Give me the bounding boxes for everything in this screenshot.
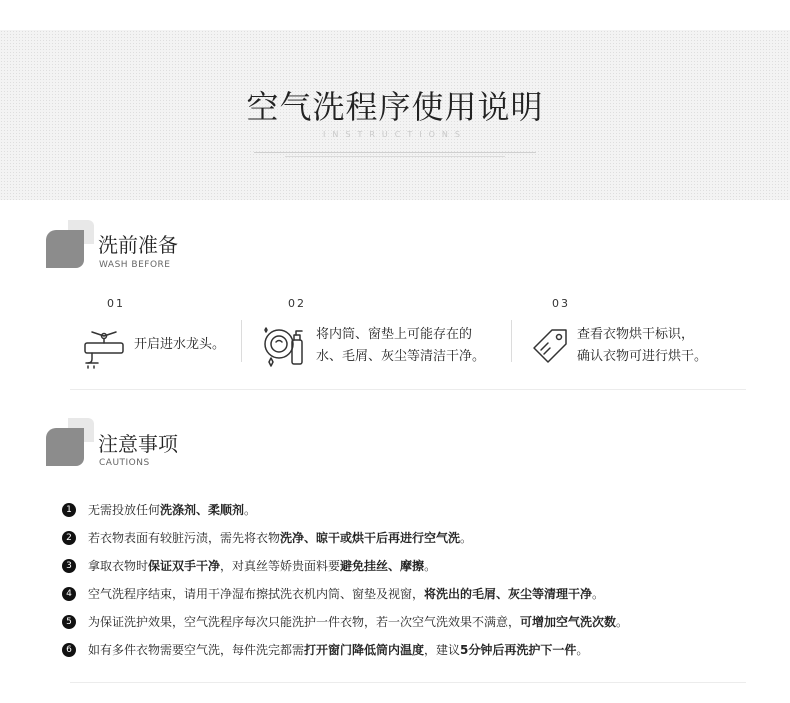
page-subtitle: INSTRUCTIONS: [323, 130, 467, 139]
caution-text: 。: [576, 643, 589, 657]
cleaning-spray-icon: [262, 322, 308, 370]
caution-emphasis: 避免挂丝、摩擦: [340, 559, 425, 573]
caution-item: [62, 585, 604, 602]
caution-emphasis: 可增加空气洗次数: [520, 615, 617, 629]
section-badge-icon: [46, 418, 100, 470]
step-text: 将内筒、窗垫上可能存在的: [316, 327, 473, 342]
faucet-icon: [82, 325, 128, 369]
caution-text: 。: [460, 531, 473, 545]
caution-emphasis: 保证双手干净: [148, 559, 221, 573]
caution-emphasis: 5分钟后再洗护下一件: [460, 643, 577, 657]
caution-item: [62, 501, 256, 518]
caution-number-badge: 5: [62, 615, 76, 629]
clothing-tag-icon: [528, 326, 570, 368]
caution-text: 。: [592, 587, 605, 601]
section-subtitle: WASH BEFORE: [99, 260, 171, 270]
divider: [241, 320, 242, 362]
section-title: 洗前准备: [98, 233, 178, 257]
header-banner: [0, 30, 790, 200]
step-text: 查看衣物烘干标识，: [577, 327, 695, 342]
caution-text: 如有多件衣物需要空气洗，每件洗完都需: [88, 643, 305, 657]
caution-emphasis: 将洗出的毛屑、灰尘等清理干净: [424, 587, 593, 601]
caution-number-badge: 2: [62, 531, 76, 545]
caution-item: [62, 641, 588, 658]
step-text: 水、毛屑、灰尘等清洁干净。: [316, 349, 486, 364]
section-subtitle: CAUTIONS: [99, 458, 150, 468]
page-title: 空气洗程序使用说明: [246, 88, 544, 126]
caution-item: [62, 557, 436, 574]
divider: [70, 682, 746, 683]
caution-item: [62, 613, 628, 630]
caution-number-badge: 3: [62, 559, 76, 573]
caution-text: 拿取衣物时: [88, 559, 149, 573]
divider: [254, 152, 536, 153]
caution-text: ，建议: [424, 643, 461, 657]
caution-text: 若衣物表面有较脏污渍，需先将衣物: [88, 531, 281, 545]
caution-text: 空气洗程序结束，请用干净湿布擦拭洗衣机内筒、窗垫及视窗，: [88, 587, 425, 601]
caution-emphasis: 洗净、晾干或烘干后再进行空气洗: [280, 531, 461, 545]
step-number: 01: [107, 297, 125, 310]
step-number: 02: [288, 297, 306, 310]
caution-text: 。: [616, 615, 629, 629]
section-title: 注意事项: [98, 432, 178, 456]
divider: [285, 156, 505, 157]
section-badge-icon: [46, 220, 100, 272]
step-text: 开启进水龙头。: [134, 337, 226, 352]
caution-emphasis: 洗涤剂、柔顺剂: [160, 503, 245, 517]
caution-text: 。: [244, 503, 257, 517]
step-text: 确认衣物可进行烘干。: [577, 349, 708, 364]
caution-number-badge: 6: [62, 643, 76, 657]
caution-text: ，对真丝等娇贵面料要: [220, 559, 341, 573]
caution-text: 。: [424, 559, 437, 573]
caution-text: 为保证洗护效果，空气洗程序每次只能洗护一件衣物，若一次空气洗效果不满意，: [88, 615, 521, 629]
caution-text: 无需投放任何: [88, 503, 161, 517]
caution-number-badge: 1: [62, 503, 76, 517]
caution-emphasis: 打开窗门降低筒内温度: [304, 643, 425, 657]
caution-item: [62, 529, 472, 546]
caution-number-badge: 4: [62, 587, 76, 601]
divider: [511, 320, 512, 362]
step-number: 03: [552, 297, 570, 310]
divider: [70, 389, 746, 390]
